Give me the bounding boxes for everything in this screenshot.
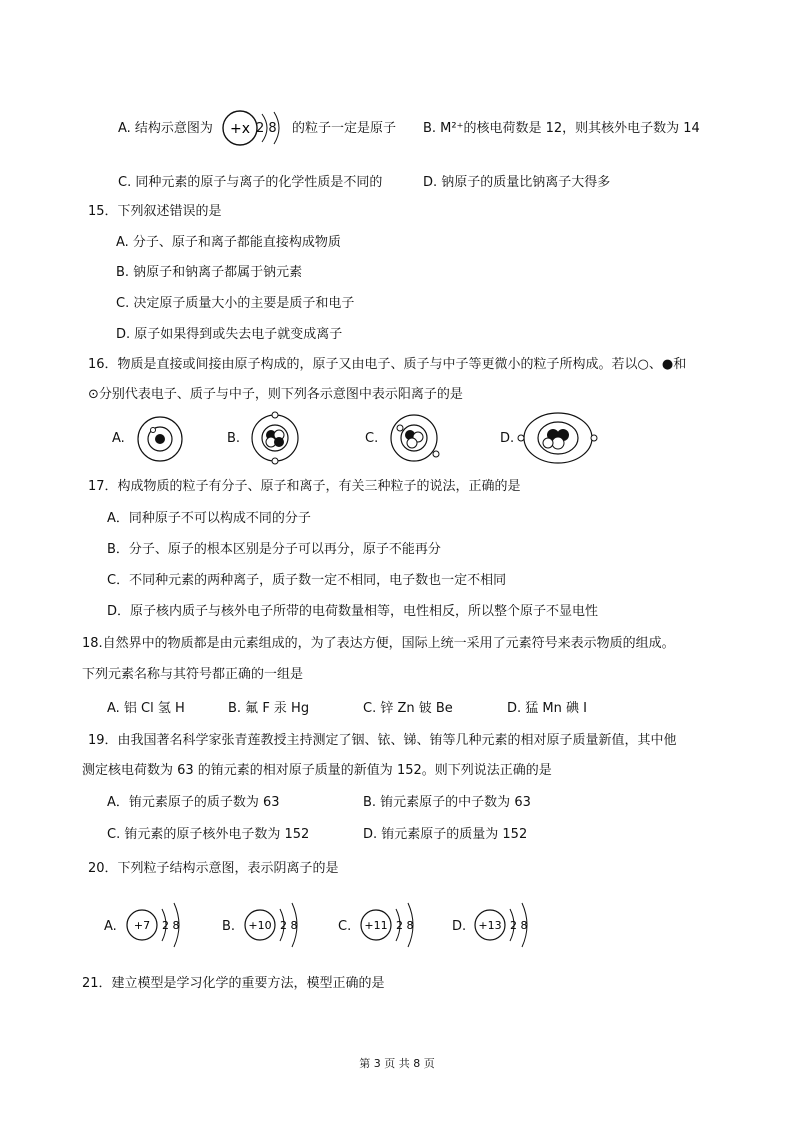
q20-label-c: C.: [338, 919, 352, 934]
q20-ion-diagram-a: [124, 895, 202, 955]
q17-option-c: C．不同种元素的两种离子，质子数一定不相同，电子数也一定不相同: [107, 573, 507, 588]
q14-shell-numbers: 2 8: [256, 121, 277, 136]
q15-option-d: D. 原子如果得到或失去电子就变成离子: [116, 327, 343, 342]
q17-option-d: D．原子核内质子与核外电子所带的电荷数量相等，电性相反，所以整个原子不显电性: [107, 604, 599, 619]
q16-atom-diagram-d: [518, 410, 598, 466]
q20-label-b: B.: [222, 919, 236, 934]
q16-label-b: B.: [227, 431, 241, 446]
q14-option-b: B. M²⁺的核电荷数是 12，则其核外电子数为 14: [423, 121, 700, 136]
q20-b-shells: 2 8: [280, 919, 298, 932]
q20-ion-diagram-c: [358, 895, 436, 955]
q18-option-d: D. 猛 Mn 碘 I: [507, 701, 587, 716]
q20-label-d: D.: [452, 919, 467, 934]
q20-label-a: A.: [104, 919, 117, 934]
q19-line1: 19．由我国著名科学家张青莲教授主持测定了铟、铱、锑、铕等几种元素的相对原子质量新值，其中他: [88, 733, 677, 748]
q21-stem: 21．建立模型是学习化学的重要方法，模型正确的是: [82, 976, 385, 991]
q20-c-nucleus: +11: [364, 919, 388, 932]
q20-d-shells: 2 8: [510, 919, 528, 932]
q16-atom-diagram-a: [135, 416, 185, 462]
q20-a-shells: 2 8: [162, 919, 180, 932]
q16-label-a: A.: [112, 431, 125, 446]
q19-option-a: A．铕元素原子的质子数为 63: [107, 795, 280, 810]
q18-line2: 下列元素名称与其符号都正确的一组是: [82, 667, 304, 682]
q19-line2: 测定核电荷数为 63 的铕元素的相对原子质量的新值为 152。则下列说法正确的是: [82, 763, 552, 778]
q15-option-b: B. 钠原子和钠离子都属于钠元素: [116, 265, 303, 280]
q20-d-nucleus: +13: [478, 919, 502, 932]
page-footer: 第 3 页 共 8 页: [359, 1057, 435, 1070]
q14-option-a-prefix: A. 结构示意图为: [118, 121, 213, 136]
q18-option-c: C. 锌 Zn 铍 Be: [363, 701, 453, 716]
q18-line1: 18.自然界中的物质都是由元素组成的，为了表达方便，国际上统一采用了元素符号来表示物质的组成。: [82, 636, 675, 651]
q14-option-d: D. 钠原子的质量比钠离子大得多: [423, 175, 611, 190]
q16-line2: ⊙分别代表电子、质子与中子，则下列各示意图中表示阳离子的是: [88, 387, 463, 402]
q16-label-d: D.: [500, 431, 515, 446]
q14-structure-diagram: [220, 108, 290, 148]
q15-option-c: C. 决定原子质量大小的主要是质子和电子: [116, 296, 355, 311]
q19-option-d: D. 铕元素原子的质量为 152: [363, 827, 528, 842]
q18-option-b: B. 氟 F 汞 Hg: [228, 701, 310, 716]
q20-c-shells: 2 8: [396, 919, 414, 932]
q16-atom-diagram-b: [247, 412, 303, 464]
q18-option-a: A. 铝 Cl 氢 H: [107, 701, 185, 716]
q16-atom-diagram-c: [386, 412, 446, 464]
q20-ion-diagram-b: [242, 895, 320, 955]
q20-b-nucleus: +10: [248, 919, 272, 932]
q15-stem: 15．下列叙述错误的是: [88, 204, 222, 219]
q20-stem: 20．下列粒子结构示意图，表示阴离子的是: [88, 861, 339, 876]
q17-stem: 17．构成物质的粒子有分子、原子和离子，有关三种粒子的说法，正确的是: [88, 479, 521, 494]
q14-option-c: C. 同种元素的原子与离子的化学性质是不同的: [118, 175, 383, 190]
q20-a-nucleus: +7: [133, 919, 151, 932]
q20-ion-diagram-d: [472, 895, 550, 955]
q15-option-a: A. 分子、原子和离子都能直接构成物质: [116, 235, 341, 250]
q19-option-c: C. 铕元素的原子核外电子数为 152: [107, 827, 310, 842]
q19-option-b: B. 铕元素原子的中子数为 63: [363, 795, 531, 810]
q16-line1: 16．物质是直接或间接由原子构成的，原子又由电子、质子与中子等更微小的粒子所构成。若以○、●和: [88, 357, 687, 372]
q14-option-a-suffix: 的粒子一定是原子: [292, 121, 397, 136]
q14-nucleus-label: +x: [229, 121, 251, 137]
q17-option-b: B．分子、原子的根本区别是分子可以再分，原子不能再分: [107, 542, 441, 557]
q17-option-a: A．同种原子不可以构成不同的分子: [107, 511, 311, 526]
q16-label-c: C.: [365, 431, 379, 446]
